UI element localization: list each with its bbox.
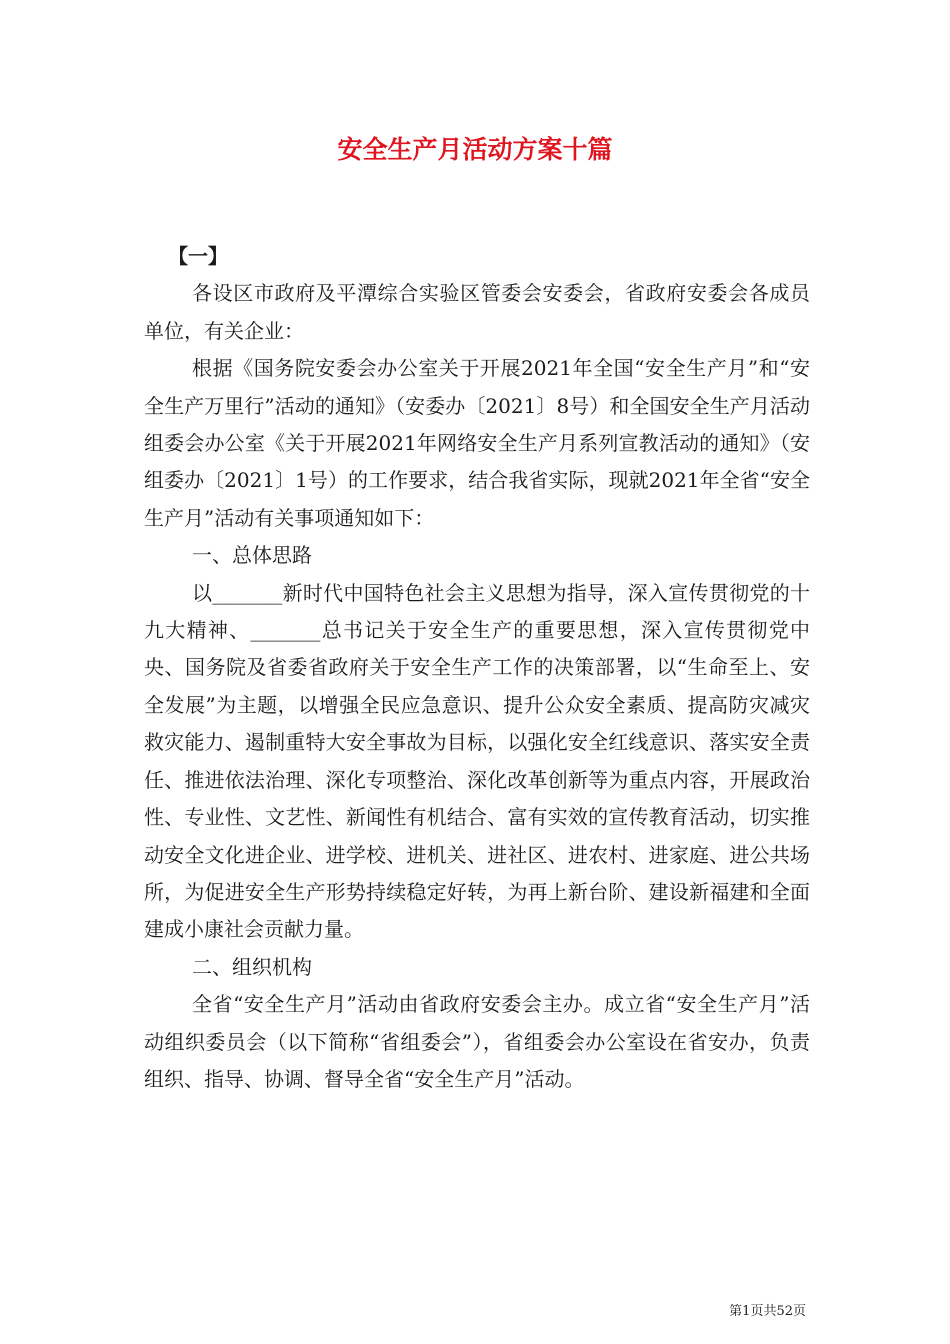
section-number: 【一】 [168,244,228,268]
heading-overall-approach: 一、总体思路 [192,543,312,568]
paragraph-basis: 根据《国务院安委会办公室关于开展2021年全国“安全生产月”和“安全生产万里行”活动的通知》（安委办〔2021〕8号）和全国安全生产月活动组委会办公室《关于开展2021年网络安全生产月系列宣教活动的通知》（安组委办〔2021〕1号）的工作要求，结合我省实际，现就2021年全省“安全生产月”活动有关事项通知如下： [144,356,810,530]
paragraph-overall-approach: 以_______新时代中国特色社会主义思想为指导，深入宣传贯彻党的十九大精神、_______总书记关于安全生产的重要思想，深入宣传贯彻党中央、国务院及省委省政府关于安全生产工作的决策部署，以“生命至上、安全发展”为主题，以增强全民应急意识、提升公众安全素质、提高防灾减灾救灾能力、遏制重特大安全事故为目标，以强化安全红线意识、落实安全责任、推进依法治理、深化专项整治、深化改革创新等为重点内容，开展政治性、专业性、文艺性、新闻性有机结合、富有实效的宣传教育活动，切实推动安全文化进企业、进学校、进机关、进社区、进农村、进家庭、进公共场所，为促进安全生产形势持续稳定好转，为再上新台阶、建设新福建和全面建成小康社会贡献力量。 [144,580,810,942]
page-footer: 第1页共52页 [729,1304,806,1319]
paragraph-organization: 全省“安全生产月”活动由省政府安委会主办。成立省“安全生产月”活动组织委员会（以下简称“省组委会”），省组委会办公室设在省安办，负责组织、指导、协调、督导全省“安全生产月”活动。 [144,992,810,1091]
document-title: 安全生产月活动方案十篇 [337,135,613,164]
document-body [144,238,810,1098]
paragraph-addressee: 各设区市政府及平潭综合实验区管委会安委会，省政府安委会各成员单位，有关企业： [144,281,810,343]
heading-organization: 二、组织机构 [192,954,312,979]
